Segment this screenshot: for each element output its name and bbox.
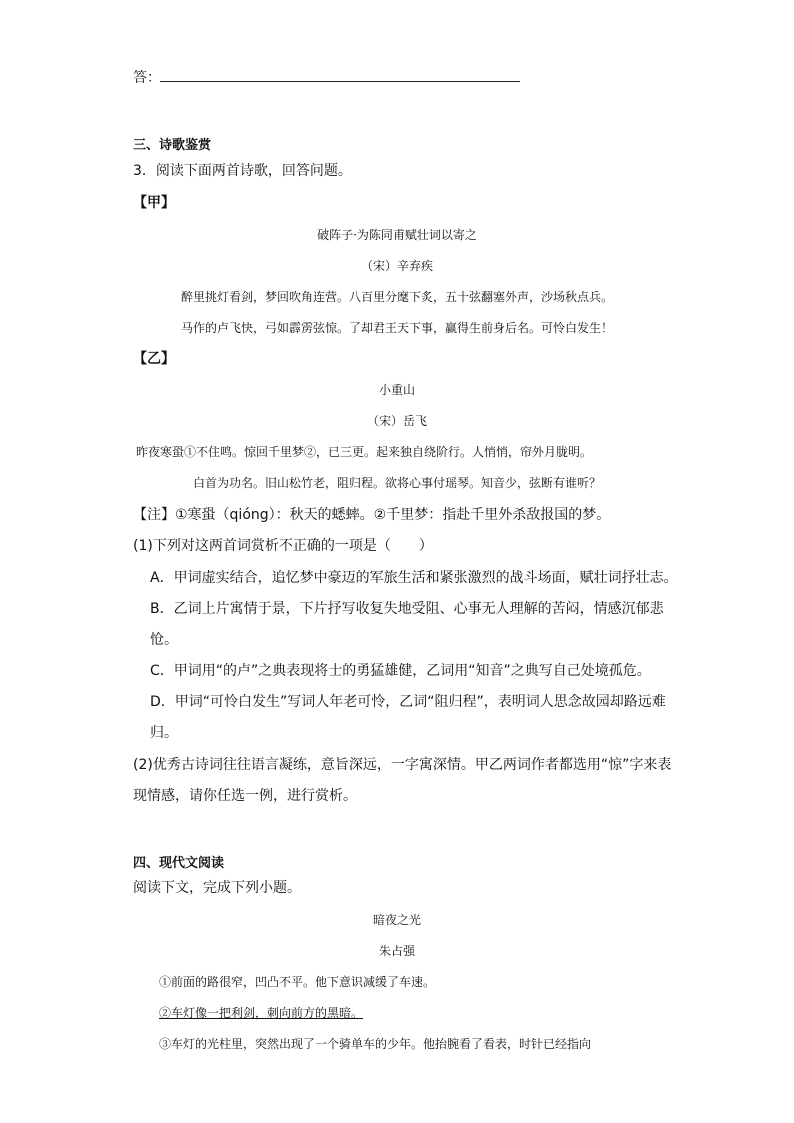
answer-label: 答： (133, 70, 161, 86)
poem-a-marker: 【甲】 (133, 195, 175, 211)
poem-b-marker: 【乙】 (133, 351, 175, 367)
poem-b-author: （宋）岳飞 (366, 414, 427, 428)
poem-a-title: 破阵子·为陈同甫赋壮词以寄之 (317, 228, 477, 242)
q1-option-c: C．甲词用“的卢”之典表现将士的勇猛雄健，乙词用“知音”之典写自己处境孤危。 (150, 663, 651, 679)
q1-option-d-line1: D．甲词“可怜白发生”写词人年老可怜，乙词“阻归程”，表明词人思念故园却路远难 (150, 694, 666, 710)
poem-a-author: （宋）辛弃疾 (360, 259, 433, 273)
poem-b-title: 小重山 (378, 383, 415, 397)
q1-option-b-line2: 怆。 (150, 632, 178, 648)
section4-instruction: 阅读下文，完成下列小题。 (133, 880, 301, 896)
poem-b-line1: 昨夜寒蛩①不住鸣。惊回千里梦②，已三更。起来独自绕阶行。人悄悄，帘外月胧明。 (136, 445, 593, 459)
article-title: 暗夜之光 (372, 913, 421, 927)
q1-option-a: A．甲词虚实结合，追忆梦中豪迈的军旅生活和紧张激烈的战斗场面，赋壮词抒壮志。 (150, 570, 678, 586)
article-paragraph-3: ③车灯的光柱里，突然出现了一个骑单车的少年。他抬腕看了看表，时针已经指向 (159, 1037, 592, 1051)
poem-a-line2: 马作的卢飞快，弓如霹雳弦惊。了却君王天下事，赢得生前身后名。可怜白发生！ (180, 321, 613, 335)
question3-stem: 3．阅读下面两首诗歌，回答问题。 (133, 163, 352, 179)
article-paragraph-1: ①前面的路很窄，凹凸不平。他下意识减缓了车速。 (159, 975, 436, 989)
q1-option-d-line2: 归。 (150, 725, 178, 741)
poem-a-line1: 醉里挑灯看剑，梦回吹角连营。八百里分麾下炙，五十弦翻塞外声，沙场秋点兵。 (180, 290, 613, 304)
q2-line2: 现情感，请你任选一例，进行赏析。 (133, 788, 357, 804)
q1-option-b-line1: B．乙词上片寓情于景，下片抒写收复失地受阻、心事无人理解的苦闷，情感沉郁悲 (150, 601, 664, 617)
section3-heading: 三、诗歌鉴赏 (133, 138, 212, 153)
article-author: 朱占强 (378, 944, 415, 958)
poem-b-line2: 白首为功名。旧山松竹老，阻归程。欲将心事付瑶琴。知音少，弦断有谁听？ (192, 476, 601, 490)
annotation-note: 【注】①寒蛩（qióng）：秋天的蟋蟀。②千里梦：指赴千里外杀敌报国的梦。 (133, 507, 611, 523)
q2-line1: (2)优秀古诗词往往语言凝练，意旨深远，一字寓深情。甲乙两词作者都选用“惊”字来表 (133, 757, 672, 773)
q1-stem: (1)下列对这两首词赏析不正确的一项是（ ） (133, 538, 433, 554)
answer-line (160, 81, 520, 82)
section4-heading: 四、现代文阅读 (133, 856, 225, 871)
article-paragraph-2: ②车灯像一把利剑，刺向前方的黑暗。 (159, 1006, 364, 1020)
